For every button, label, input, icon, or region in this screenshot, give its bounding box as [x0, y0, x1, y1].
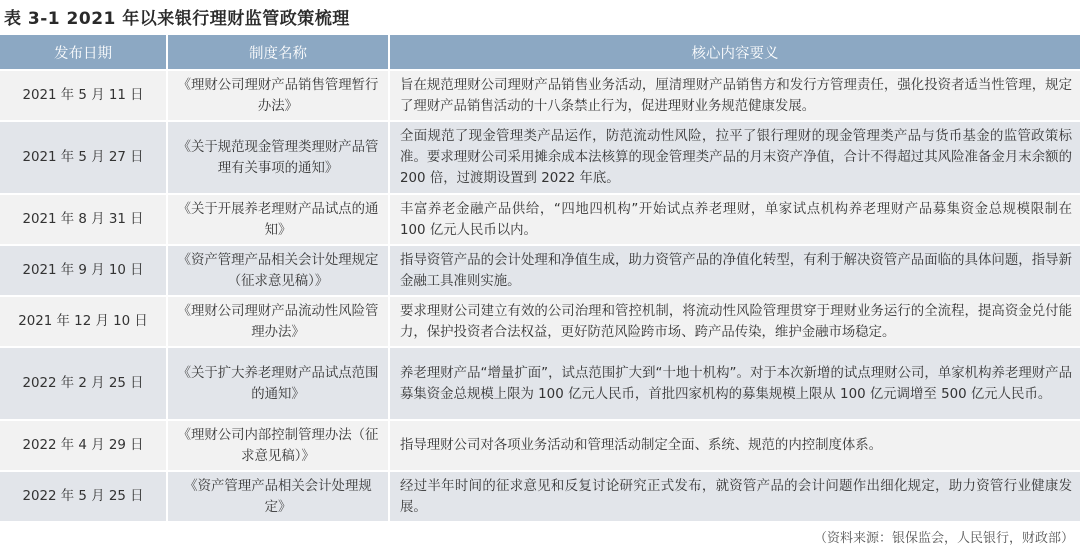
table-row	[0, 69, 1080, 120]
row-policy-name: 《关于规范现金管理类理财产品管理有关事项的通知》	[168, 120, 390, 193]
row-content: 要求理财公司建立有效的公司治理和管控机制，将流动性风险管理贯穿于理财业务运行的全流程，提高资金兑付能力，保护投资者合法权益，更好防范风险跨市场、跨产品传染，维护金融市场稳定。	[390, 295, 1080, 346]
row-content: 丰富养老金融产品供给，“四地四机构”开始试点养老理财，单家试点机构养老理财产品募集资金总规模限制在 100 亿元人民币以内。	[390, 193, 1080, 244]
table-row	[0, 346, 1080, 419]
table-row	[0, 193, 1080, 244]
source-note: （资料来源：银保监会，人民银行，财政部）	[813, 531, 1074, 546]
row-policy-name: 《资产管理产品相关会计处理规定（征求意见稿）》	[168, 244, 390, 295]
row-date: 2021 年 12 月 10 日	[0, 295, 168, 346]
row-date: 2022 年 4 月 29 日	[0, 419, 168, 470]
row-content: 指导理财公司对各项业务活动和管理活动制定全面、系统、规范的内控制度体系。	[390, 419, 1080, 470]
row-content: 旨在规范理财公司理财产品销售业务活动，厘清理财产品销售方和发行方管理责任，强化投资者适当性管理，规定了理财产品销售活动的十八条禁止行为，促进理财业务规范健康发展。	[390, 69, 1080, 120]
row-date: 2021 年 9 月 10 日	[0, 244, 168, 295]
row-policy-name: 《理财公司理财产品流动性风险管理办法》	[168, 295, 390, 346]
row-date: 2022 年 5 月 25 日	[0, 470, 168, 521]
table-row	[0, 295, 1080, 346]
row-content: 全面规范了现金管理类产品运作，防范流动性风险，拉平了银行理财的现金管理类产品与货币基金的监管政策标准。要求理财公司采用摊余成本法核算的现金管理类产品的月末资产净值，合计不得超过其风险准备金月末余额的 200 倍，过渡期设置到 2022 年底。	[390, 120, 1080, 193]
row-date: 2021 年 5 月 11 日	[0, 69, 168, 120]
row-content: 养老理财产品“增量扩面”，试点范围扩大到“十地十机构”。对于本次新增的试点理财公司，单家机构养老理财产品募集资金总规模上限为 100 亿元人民币，首批四家机构的募集规模上限从 100 亿元调增至 500 亿元人民币。	[390, 346, 1080, 419]
row-date: 2021 年 5 月 27 日	[0, 120, 168, 193]
row-policy-name: 《理财公司理财产品销售管理暂行办法》	[168, 69, 390, 120]
header-row	[0, 35, 1080, 69]
row-policy-name: 《资产管理产品相关会计处理规定》	[168, 470, 390, 521]
table-row	[0, 419, 1080, 470]
header-name: 制度名称	[168, 35, 390, 69]
row-policy-name: 《关于扩大养老理财产品试点范围的通知》	[168, 346, 390, 419]
row-content: 指导资管产品的会计处理和净值生成，助力资管产品的净值化转型，有利于解决资管产品面临的具体问题，指导新金融工具准则实施。	[390, 244, 1080, 295]
table-row	[0, 470, 1080, 521]
table-row	[0, 244, 1080, 295]
row-content: 经过半年时间的征求意见和反复讨论研究正式发布，就资管产品的会计问题作出细化规定，助力资管行业健康发展。	[390, 470, 1080, 521]
table-row	[0, 120, 1080, 193]
header-date: 发布日期	[0, 35, 168, 69]
header-content: 核心内容要义	[390, 35, 1080, 69]
table-title: 表 3-1 2021 年以来银行理财监管政策梳理	[4, 9, 350, 29]
row-date: 2022 年 2 月 25 日	[0, 346, 168, 419]
row-policy-name: 《理财公司内部控制管理办法（征求意见稿）》	[168, 419, 390, 470]
row-policy-name: 《关于开展养老理财产品试点的通知》	[168, 193, 390, 244]
policy-table	[0, 35, 1080, 521]
row-date: 2021 年 8 月 31 日	[0, 193, 168, 244]
policy-table-grid	[0, 35, 1080, 521]
